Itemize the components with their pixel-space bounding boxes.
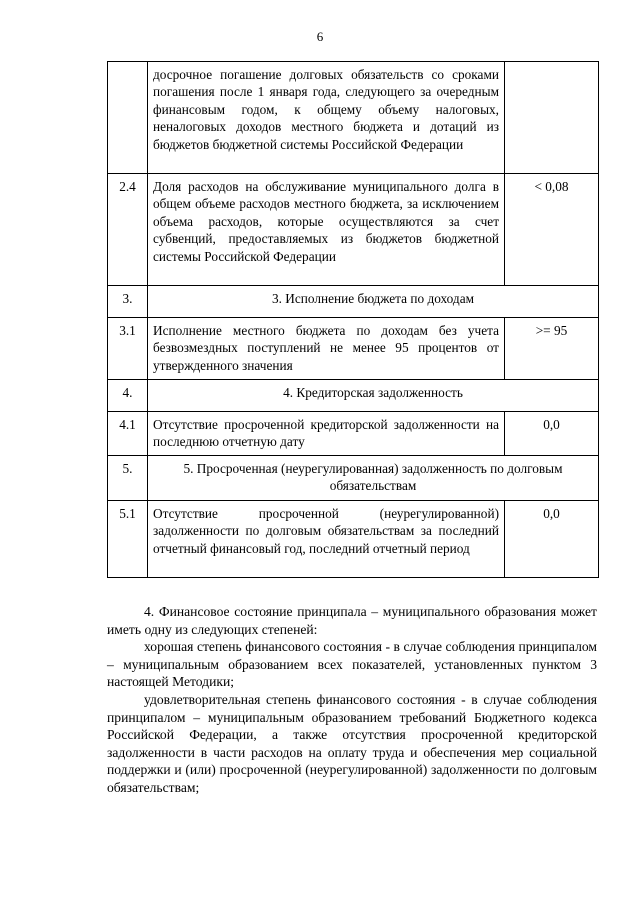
row-number: 4.1 [108, 412, 148, 456]
page-number: 6 [316, 29, 324, 44]
indicator-text: досрочное погашение долговых обязательств со сроками погашения после 1 января года, следующего за очередным финансовым годом, к общему объему налоговых, неналоговых доходов местного бюджета и дотаций из бюджетов бюджетной системы Российской Федерации [148, 62, 505, 174]
table-row [108, 412, 599, 456]
section-number: 4. [108, 380, 148, 412]
paragraph: хорошая степень финансового состояния - в случае соблюдения принципалом – муниципальным образованием всех показателей, установленных пунктом 3 настоящей Методики; [107, 639, 597, 690]
row-number: 3.1 [108, 318, 148, 380]
section-title: 3. Исполнение бюджета по доходам [148, 286, 599, 318]
indicator-value: >= 95 [505, 318, 599, 380]
indicator-text: Отсутствие просроченной (неурегулированной) задолженности по долговым обязательствам за последний отчетный финансовый год, последний отчетный период [148, 501, 505, 578]
paragraph: 4. Финансовое состояние принципала – муниципального образования может иметь одну из следующих степеней: [107, 604, 597, 637]
indicator-text: Доля расходов на обслуживание муниципального долга в общем объеме расходов местного бюджета, за исключением объема расходов, которые осуществляются за счет субвенций, предоставляемых из бюджетов бюджетной системы Российской Федерации [148, 174, 505, 286]
paragraph: удовлетворительная степень финансового состояния - в случае соблюдения принципалом – муниципальным образованием требований Бюджетного кодекса Российской Федерации, а также отсутствия просроченной кредиторской задолженности в части расходов на оплату труда и обеспечения мер социальной поддержки и (или) просроченной (неурегулированной) задолженности по долговым обязательствам; [107, 691, 597, 795]
table-row [108, 318, 599, 380]
section-row [108, 456, 599, 501]
indicator-value [505, 62, 599, 174]
indicators-table [107, 61, 599, 578]
section-row [108, 286, 599, 318]
section-row [108, 380, 599, 412]
row-number: 5.1 [108, 501, 148, 578]
row-number: 2.4 [108, 174, 148, 286]
table-row [108, 62, 599, 174]
section-title: 4. Кредиторская задолженность [148, 380, 599, 412]
section-title: 5. Просроченная (неурегулированная) задолженность по долговым обязательствам [148, 456, 599, 501]
indicator-value: 0,0 [505, 412, 599, 456]
indicator-text: Исполнение местного бюджета по доходам без учета безвозмездных поступлений не менее 95 процентов от утвержденного значения [148, 318, 505, 380]
body-text [107, 603, 597, 797]
table-row [108, 174, 599, 286]
indicator-text: Отсутствие просроченной кредиторской задолженности на последнюю отчетную дату [148, 412, 505, 456]
section-number: 3. [108, 286, 148, 318]
section-number: 5. [108, 456, 148, 501]
row-number [108, 62, 148, 174]
indicator-value: 0,0 [505, 501, 599, 578]
table-row [108, 501, 599, 578]
indicator-value: < 0,08 [505, 174, 599, 286]
